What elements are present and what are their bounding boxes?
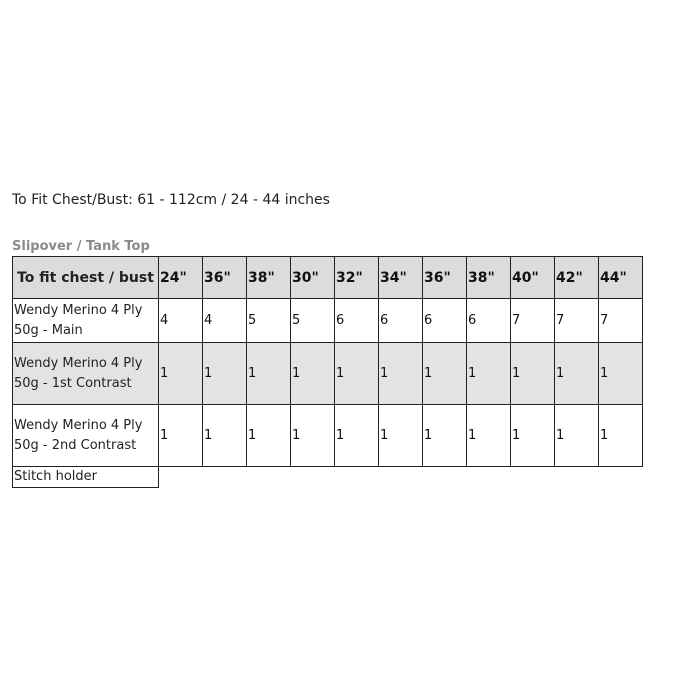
quantity-cell: 5 — [291, 299, 335, 343]
header-label-cell: To fit chest / bust — [13, 257, 159, 299]
quantity-cell: 4 — [203, 299, 247, 343]
quantity-cell: 1 — [423, 343, 467, 405]
table-row — [13, 299, 643, 343]
size-header-cell: 32" — [335, 257, 379, 299]
quantity-cell: 1 — [511, 405, 555, 467]
quantity-cell: 7 — [599, 299, 643, 343]
size-header-cell: 42" — [555, 257, 599, 299]
size-header-cell: 34" — [379, 257, 423, 299]
size-header-cell: 36" — [203, 257, 247, 299]
quantity-cell: 4 — [159, 299, 203, 343]
table-row — [13, 343, 643, 405]
quantity-cell: 6 — [335, 299, 379, 343]
quantity-cell: 1 — [423, 405, 467, 467]
quantity-cell: 6 — [423, 299, 467, 343]
yarn-requirements-table — [12, 256, 643, 488]
quantity-cell: 1 — [599, 405, 643, 467]
table-row — [13, 467, 643, 488]
quantity-cell: 1 — [467, 343, 511, 405]
quantity-cell: 1 — [379, 405, 423, 467]
quantity-cell: 1 — [203, 405, 247, 467]
quantity-cell: 1 — [247, 405, 291, 467]
quantity-cell: 1 — [159, 405, 203, 467]
quantity-cell: 1 — [291, 405, 335, 467]
row-label-cell: Wendy Merino 4 Ply 50g - 1st Contrast — [13, 343, 159, 405]
size-header-cell: 30" — [291, 257, 335, 299]
quantity-cell: 7 — [555, 299, 599, 343]
quantity-cell: 5 — [247, 299, 291, 343]
quantity-cell: 7 — [511, 299, 555, 343]
quantity-cell: 1 — [511, 343, 555, 405]
quantity-cell: 6 — [379, 299, 423, 343]
quantity-cell: 1 — [335, 343, 379, 405]
quantity-cell: 1 — [203, 343, 247, 405]
size-header-cell: 44" — [599, 257, 643, 299]
quantity-cell: 1 — [599, 343, 643, 405]
size-header-cell: 36" — [423, 257, 467, 299]
fit-size-line: To Fit Chest/Bust: 61 - 112cm / 24 - 44 inches — [12, 192, 330, 208]
quantity-cell: 1 — [291, 343, 335, 405]
section-title: Slipover / Tank Top — [12, 239, 150, 254]
quantity-cell: 1 — [555, 343, 599, 405]
row-label-cell: Stitch holder — [13, 467, 159, 488]
table-row — [13, 405, 643, 467]
table-header-row — [13, 257, 643, 299]
quantity-cell: 1 — [247, 343, 291, 405]
empty-cell — [159, 467, 643, 488]
quantity-cell: 1 — [467, 405, 511, 467]
quantity-cell: 1 — [335, 405, 379, 467]
quantity-cell: 1 — [555, 405, 599, 467]
size-header-cell: 24" — [159, 257, 203, 299]
quantity-cell: 1 — [159, 343, 203, 405]
row-label-cell: Wendy Merino 4 Ply 50g - Main — [13, 299, 159, 343]
row-label-cell: Wendy Merino 4 Ply 50g - 2nd Contrast — [13, 405, 159, 467]
quantity-cell: 6 — [467, 299, 511, 343]
size-header-cell: 40" — [511, 257, 555, 299]
quantity-cell: 1 — [379, 343, 423, 405]
size-header-cell: 38" — [247, 257, 291, 299]
size-header-cell: 38" — [467, 257, 511, 299]
